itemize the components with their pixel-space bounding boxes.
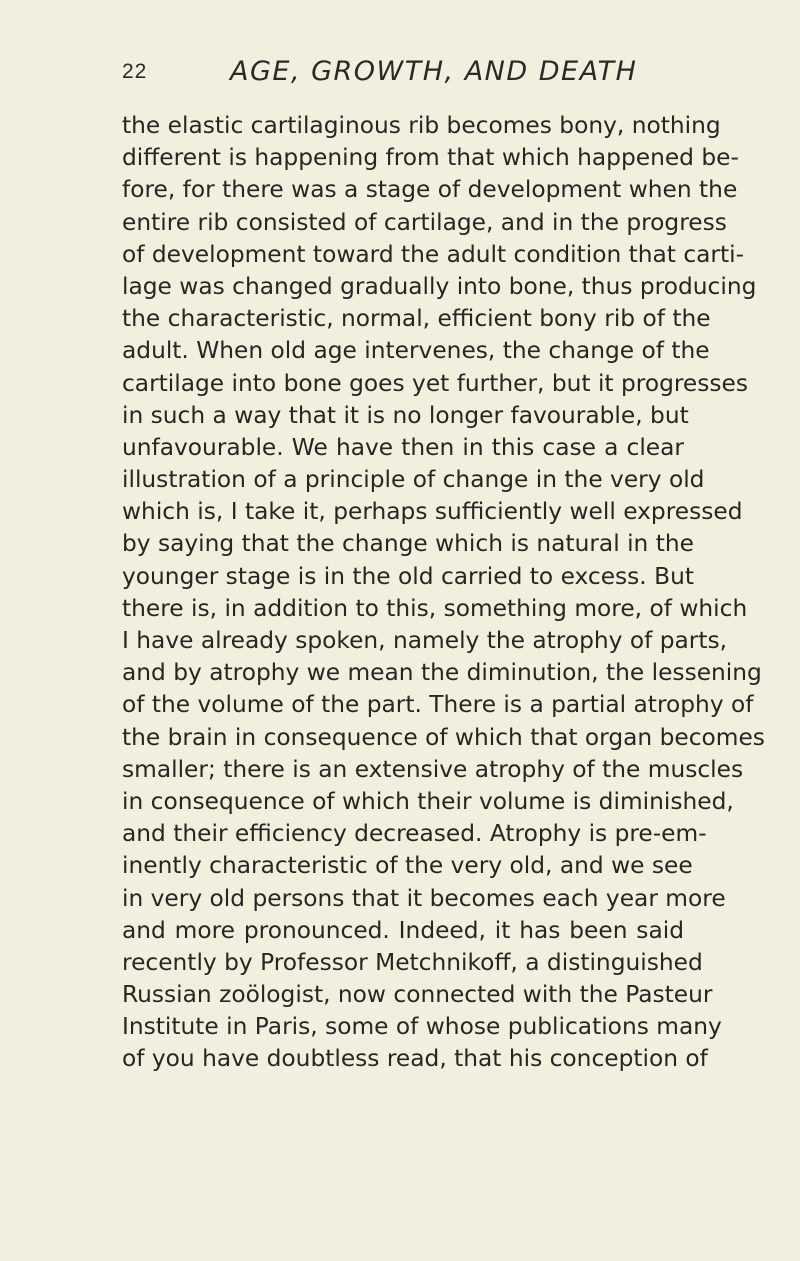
text-line: adult. When old age intervenes, the change of the xyxy=(122,337,710,365)
text-line: of you have doubtless read, that his conception of xyxy=(122,1045,708,1073)
text-line: the brain in consequence of which that organ becomes xyxy=(122,723,765,751)
text-line: smaller; there is an extensive atrophy of the muscles xyxy=(122,755,744,783)
text-line: and more pronounced. Indeed, it has been said xyxy=(122,916,684,944)
text-line: the elastic cartilaginous rib becomes bony, nothing xyxy=(122,112,721,139)
text-line: by saying that the change which is natural in the xyxy=(122,530,694,558)
page-number: 22 xyxy=(122,60,148,83)
text-line: of development toward the adult condition that carti- xyxy=(122,240,745,268)
text-line: inently characteristic of the very old, and we see xyxy=(122,852,693,880)
text-line: and their efficiency decreased. Atrophy is pre-em- xyxy=(122,820,707,848)
text-line: the characteristic, normal, efficient bony rib of the xyxy=(122,305,711,333)
text-line: there is, in addition to this, something more, of which xyxy=(122,594,748,622)
text-line: different is happening from that which happened be- xyxy=(122,144,739,172)
text-line: fore, for there was a stage of development when the xyxy=(122,176,738,204)
text-line: illustration of a principle of change in the very old xyxy=(122,466,705,494)
body-paragraph xyxy=(122,110,765,1076)
text-line: and by atrophy we mean the diminution, the lessening xyxy=(122,659,762,687)
text-line: in very old persons that it becomes each year more xyxy=(122,884,726,912)
text-line: Institute in Paris, some of whose publications many xyxy=(122,1013,722,1041)
text-line: recently by Professor Metchnikoff, a distinguished xyxy=(122,948,703,976)
text-line: unfavourable. We have then in this case a clear xyxy=(122,433,684,461)
text-line: entire rib consisted of cartilage, and in the progress xyxy=(122,208,727,236)
text-line: in such a way that it is no longer favourable, but xyxy=(122,401,689,429)
text-line: I have already spoken, namely the atrophy of parts, xyxy=(122,627,728,654)
text-line: which is, I take it, perhaps sufficiently well expressed xyxy=(122,498,743,526)
text-line: Russian zoölogist, now connected with the Pasteur xyxy=(122,981,713,1009)
text-line: cartilage into bone goes yet further, but it progresses xyxy=(122,369,749,397)
running-head xyxy=(122,56,682,96)
running-title: AGE, GROWTH, AND DEATH xyxy=(230,56,638,87)
text-line: in consequence of which their volume is diminished, xyxy=(122,787,734,815)
text-line: younger stage is in the old carried to excess. But xyxy=(122,562,695,590)
text-line: of the volume of the part. There is a partial atrophy of xyxy=(122,691,754,719)
text-line: lage was changed gradually into bone, thus producing xyxy=(122,272,757,300)
